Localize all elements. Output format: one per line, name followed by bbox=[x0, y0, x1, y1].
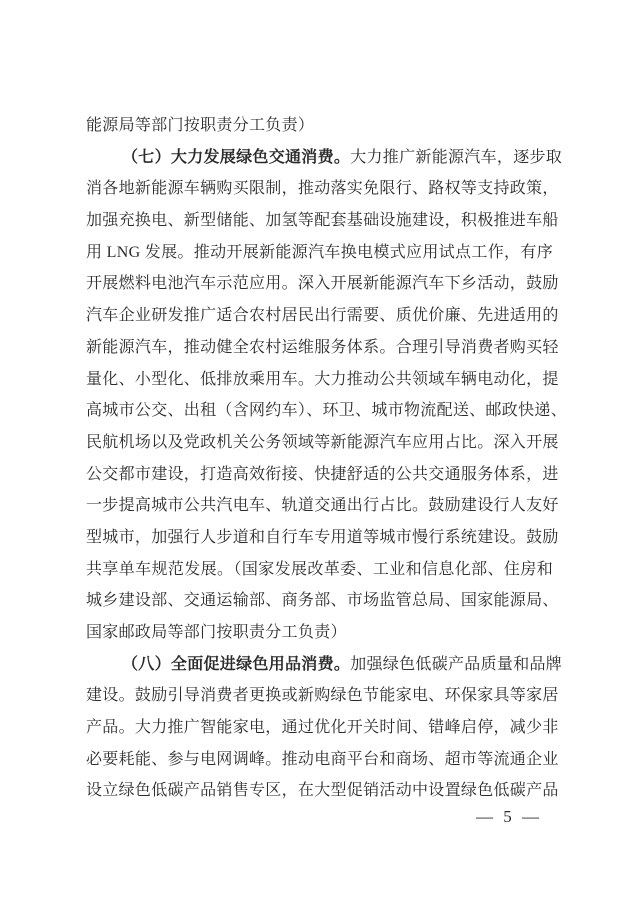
line-text: 新能源汽车，推动健全农村运维服务体系。合理引导消费者购买轻 bbox=[86, 338, 559, 356]
line-text: 能源局等部门按职责分工负责） bbox=[86, 117, 315, 134]
line-text: 一步提高城市公共汽电车、轨道交通出行占比。鼓励建设行人友好 bbox=[86, 497, 559, 515]
text-line bbox=[86, 744, 559, 776]
line-text: 城乡建设部、交通运输部、商务部、市场监管总局、国家能源局、 bbox=[86, 592, 559, 610]
page-number: — 5 — bbox=[476, 807, 542, 826]
line-text: 量化、小型化、低排放乘用车。大力推动公共领域车辆电动化，提 bbox=[86, 370, 559, 388]
line-text: 加强充换电、新型储能、加氢等配套基础设施建设，积极推进车船 bbox=[86, 212, 559, 230]
line-text: 汽车企业研发推广适合农村居民出行需要、质优价廉、先进适用的 bbox=[86, 307, 559, 325]
text-line bbox=[86, 300, 559, 332]
text-line bbox=[86, 649, 563, 681]
text-line bbox=[86, 268, 559, 300]
text-line bbox=[86, 395, 568, 427]
line-text: 加强绿色低碳产品质量和品牌 bbox=[350, 655, 563, 673]
text-line bbox=[86, 110, 553, 142]
text-line bbox=[86, 205, 559, 237]
text-line bbox=[86, 712, 559, 744]
text-line bbox=[86, 142, 563, 174]
line-text: 公交都市建设，打造高效衔接、快捷舒适的公共交通服务体系，进 bbox=[86, 465, 559, 483]
section-heading: （七）大力发展绿色交通消费。 bbox=[122, 148, 351, 166]
line-text: 开展燃料电池汽车示范应用。深入开展新能源汽车下乡活动，鼓励 bbox=[86, 275, 559, 293]
line-text: 设立绿色低碳产品销售专区，在大型促销活动中设置绿色低碳产品 bbox=[86, 782, 559, 800]
text-line bbox=[86, 237, 553, 269]
line-text: 用 LNG 发展。推动开展新能源汽车换电模式应用试点工作，有序 bbox=[86, 243, 553, 261]
section-heading: （八）全面促进绿色用品消费。 bbox=[122, 655, 351, 673]
text-line bbox=[86, 585, 559, 617]
document-text bbox=[86, 110, 568, 807]
line-text: 建设。鼓励引导消费者更换或新购绿色节能家电、环保家具等家居 bbox=[86, 687, 559, 705]
line-text: 必要耗能、参与电网调峰。推动电商平台和商场、超市等流通企业 bbox=[86, 750, 559, 768]
line-text: 消各地新能源车辆购买限制，推动落实免限行、路权等支持政策， bbox=[86, 180, 559, 198]
text-line bbox=[86, 617, 553, 649]
line-text: 大力推广新能源汽车，逐步取 bbox=[350, 148, 563, 166]
line-text: 民航机场以及党政机关公务领域等新能源汽车应用占比。深入开展 bbox=[86, 433, 559, 451]
text-line bbox=[86, 680, 559, 712]
text-line bbox=[86, 554, 553, 586]
line-text: 产品。大力推广智能家电，通过优化开关时间、错峰启停，减少非 bbox=[86, 719, 559, 737]
line-text: 高城市公交、出租（含网约车）、环卫、城市物流配送、邮政快递、 bbox=[86, 402, 568, 420]
line-text: 共享单车规范发展。（国家发展改革委、工业和信息化部、住房和 bbox=[86, 560, 553, 578]
text-line bbox=[86, 364, 559, 396]
text-line bbox=[86, 173, 559, 205]
text-line bbox=[86, 427, 559, 459]
line-text: 国家邮政局等部门按职责分工负责） bbox=[86, 624, 347, 641]
text-line bbox=[86, 459, 559, 491]
text-line bbox=[86, 775, 559, 807]
text-line bbox=[86, 522, 559, 554]
text-line bbox=[86, 332, 559, 364]
line-text: 型城市，加强行人步道和自行车专用道等城市慢行系统建设。鼓励 bbox=[86, 528, 559, 546]
text-line bbox=[86, 490, 559, 522]
